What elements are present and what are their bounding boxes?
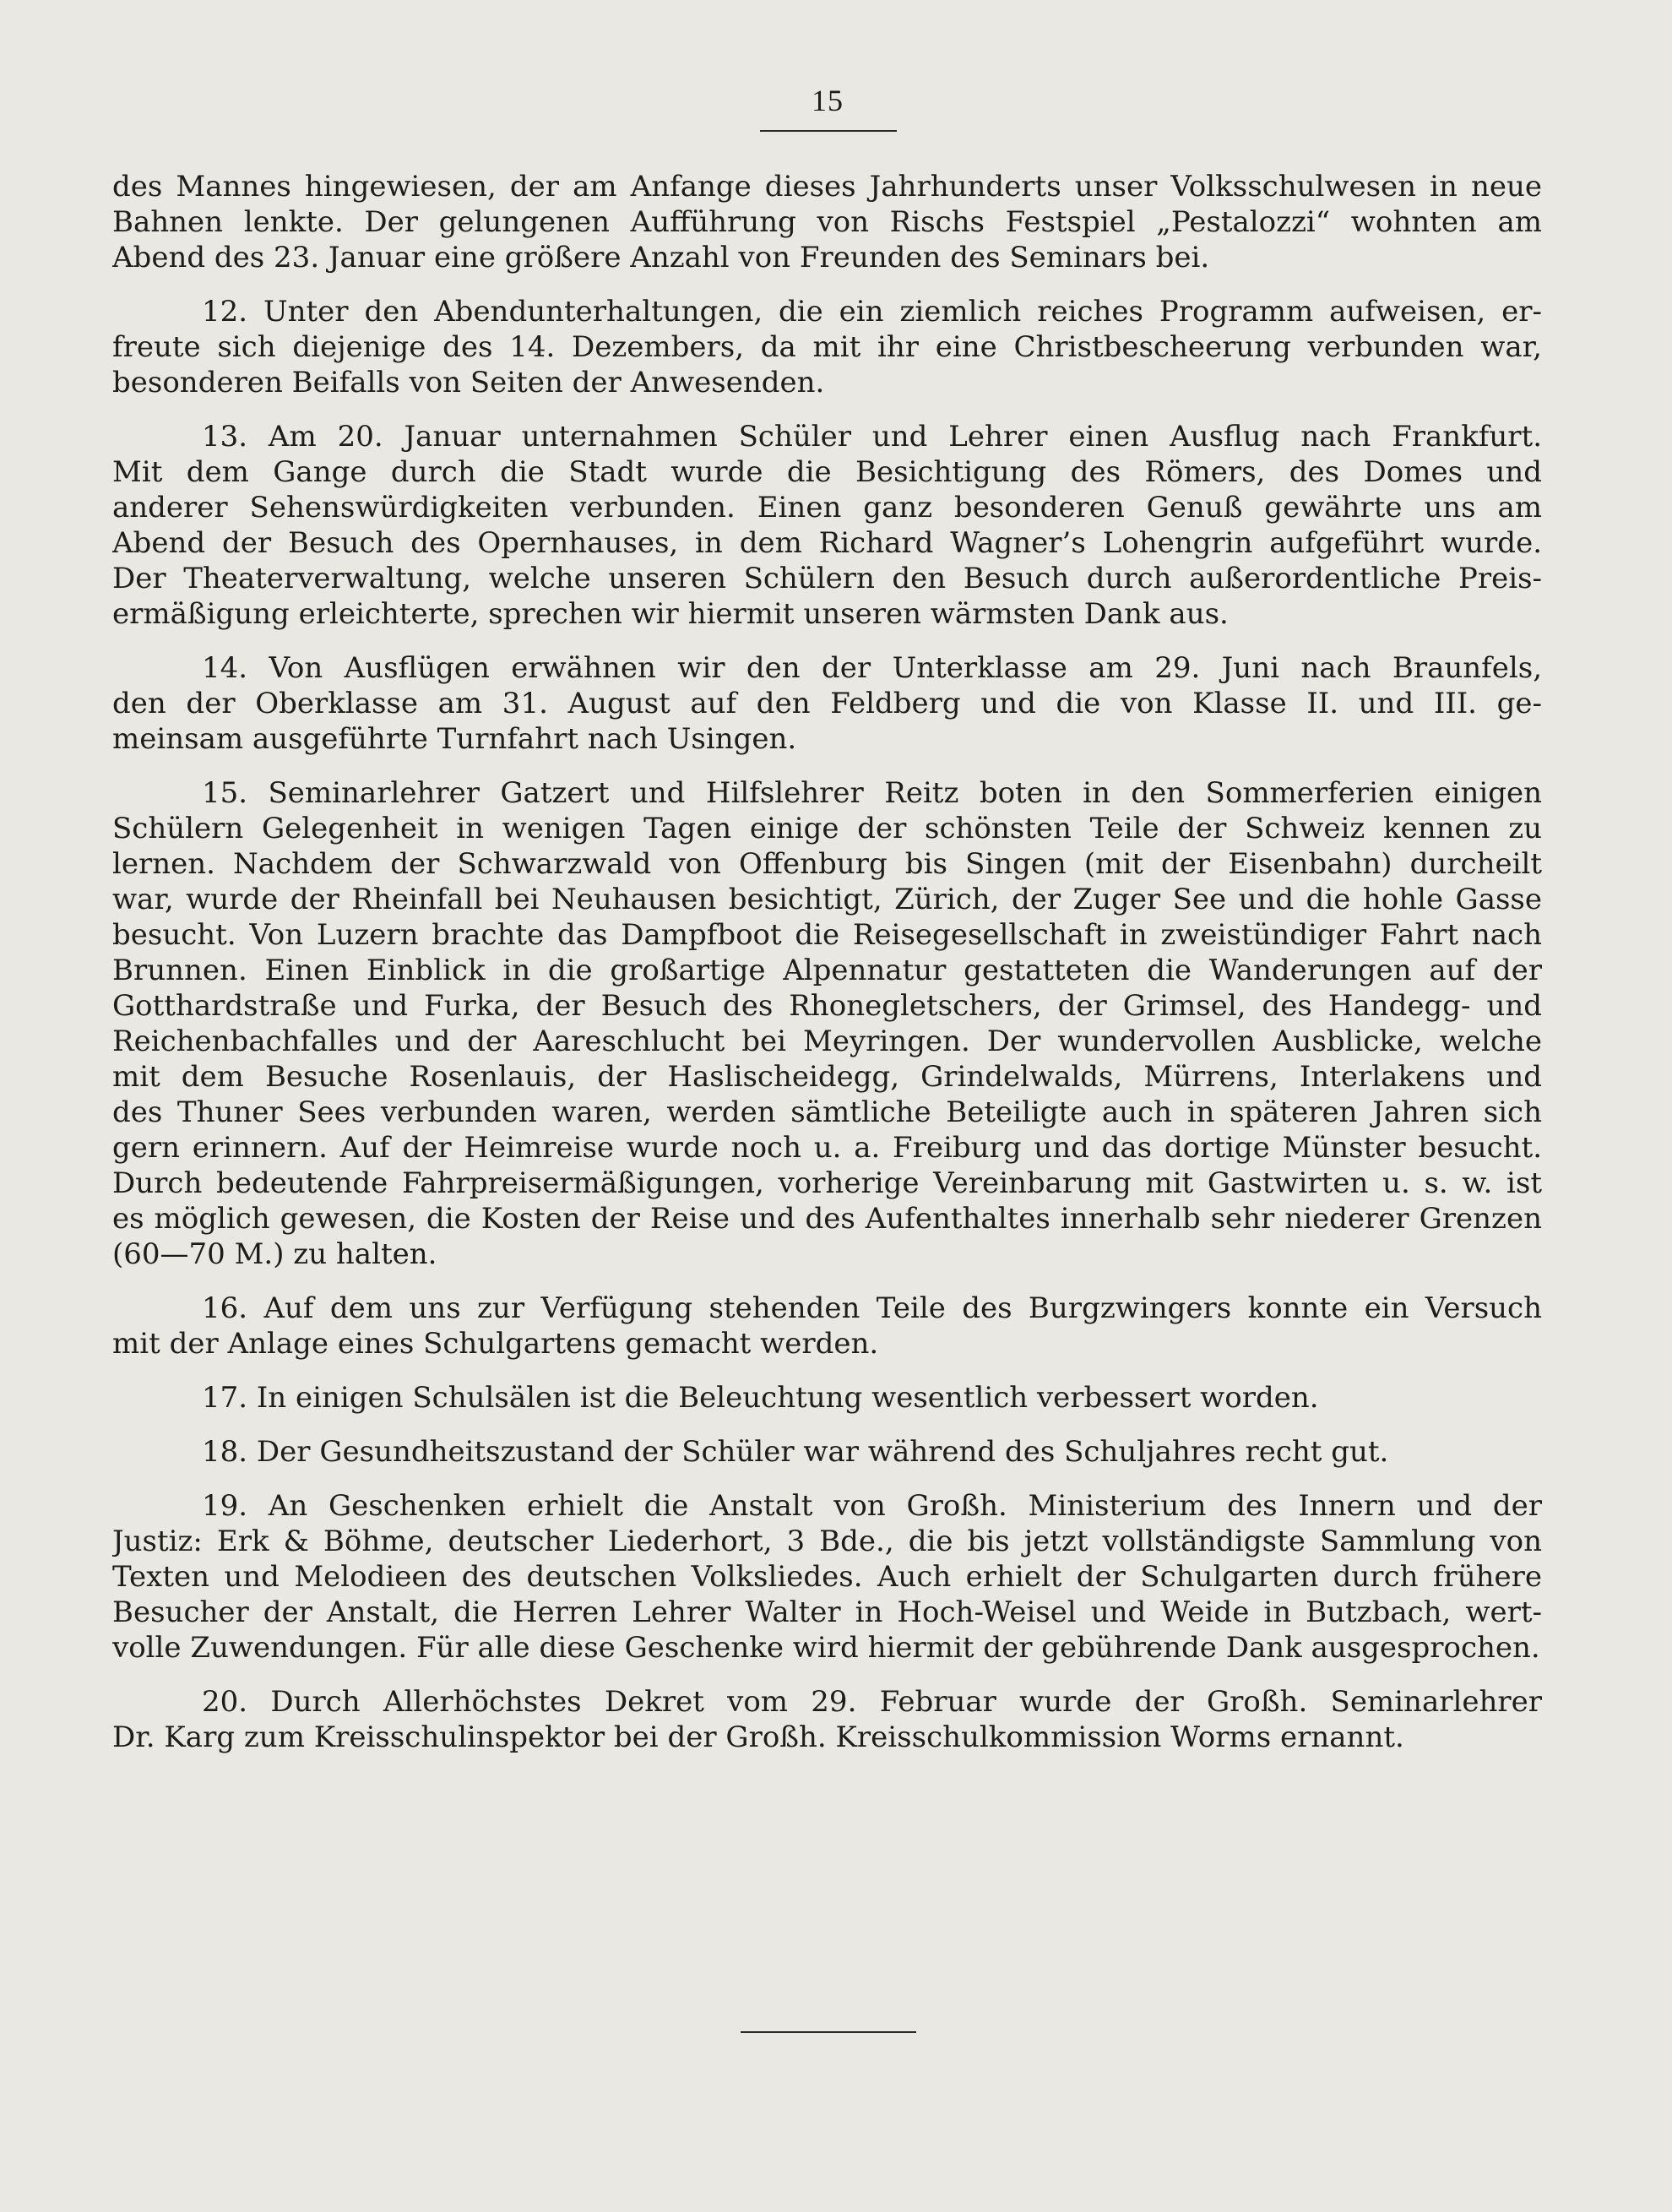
- paragraph: [112, 650, 1542, 757]
- page-number-rule: [760, 130, 897, 132]
- text-line: Justiz: Erk & Böhme, deutscher Liederhort, 3 Bde., die bis jetzt vollständigste Sammlung von: [112, 1524, 1542, 1558]
- text-line: des Thuner Sees verbunden waren, werden sämtliche Beteiligte auch in späteren Jahren sich: [112, 1095, 1542, 1129]
- text-line: Dr. Karg zum Kreisschulinspektor bei der Großh. Kreisschulkommission Worms ernannt.: [112, 1720, 1404, 1754]
- text-line: Abend des 23. Januar eine größere Anzahl von Freunden des Seminars bei.: [112, 241, 1210, 274]
- paragraph: [112, 1291, 1542, 1361]
- paragraph: [112, 419, 1542, 632]
- text-line: Der Theaterverwaltung, welche unseren Schülern den Besuch durch außerordentliche Preis-: [112, 562, 1542, 595]
- page-number: 15: [812, 84, 844, 117]
- text-line: 19. An Geschenken erhielt die Anstalt von Großh. Ministerium des Innern und der: [202, 1489, 1542, 1523]
- paragraph: [112, 1380, 1542, 1416]
- text-line: anderer Sehenswürdigkeiten verbunden. Einen ganz besonderen Genuß gewährte uns am: [112, 491, 1542, 524]
- text-line: Abend der Besuch des Opernhauses, in dem Richard Wagner’s Lohengrin aufgeführt wurde.: [112, 526, 1542, 560]
- text-line: Gotthardstraße und Furka, der Besuch des Rhonegletschers, der Grimsel, des Handegg- und: [112, 989, 1542, 1023]
- text-line: es möglich gewesen, die Kosten der Reise und des Aufenthaltes innerhalb sehr niederer Grenzen: [112, 1202, 1542, 1236]
- text-line: Durch bedeutende Fahrpreisermäßigungen, vorherige Vereinbarung mit Gastwirten u. s. w. ist: [112, 1166, 1542, 1200]
- text-line: (60—70 M.) zu halten.: [112, 1237, 437, 1271]
- text-line: lernen. Nachdem der Schwarzwald von Offenburg bis Singen (mit der Eisenbahn) durcheilt: [112, 847, 1542, 881]
- text-line: besonderen Beifalls von Seiten der Anwesenden.: [112, 366, 825, 399]
- text-line: 20. Durch Allerhöchstes Dekret vom 29. Februar wurde der Großh. Seminarlehrer: [202, 1685, 1542, 1719]
- text-line: Texten und Melodieen des deutschen Volksliedes. Auch erhielt der Schulgarten durch frühere: [112, 1560, 1542, 1594]
- text-line: 16. Auf dem uns zur Verfügung stehenden Teile des Burgzwingers konnte ein Versuch: [202, 1291, 1542, 1325]
- text-line: freute sich diejenige des 14. Dezembers, da mit ihr eine Christbescheerung verbunden war,: [112, 330, 1542, 364]
- text-line: Besucher der Anstalt, die Herren Lehrer Walter in Hoch-Weisel und Weide in Butzbach, wert-: [112, 1595, 1542, 1629]
- text-line: 14. Von Ausflügen erwähnen wir den der Unterklasse am 29. Juni nach Braunfels,: [202, 651, 1542, 685]
- text-line: Mit dem Gange durch die Stadt wurde die Besichtigung des Römers, des Domes und: [112, 455, 1542, 489]
- text-line: Bahnen lenkte. Der gelungenen Aufführung von Rischs Festspiel „Pestalozzi“ wohnten am: [112, 205, 1542, 239]
- text-line: gern erinnern. Auf der Heimreise wurde noch u. a. Freiburg und das dortige Münster besucht.: [112, 1131, 1542, 1165]
- text-line: Schülern Gelegenheit in wenigen Tagen einige der schönsten Teile der Schweiz kennen zu: [112, 812, 1542, 845]
- text-line: den der Oberklasse am 31. August auf den Feldberg und die von Klasse II. und III. ge-: [112, 687, 1542, 720]
- text-line: 17. In einigen Schulsälen ist die Beleuchtung wesentlich verbessert worden.: [202, 1381, 1319, 1415]
- text-line: ermäßigung erleichterte, sprechen wir hiermit unseren wärmsten Dank aus.: [112, 597, 1229, 631]
- paragraph: [112, 775, 1542, 1272]
- end-rule: [741, 2031, 916, 2033]
- text-line: volle Zuwendungen. Für alle diese Geschenke wird hiermit der gebührende Dank ausgesprochen.: [112, 1631, 1540, 1665]
- text-line: mit dem Besuche Rosenlauis, der Haslischeidegg, Grindelwalds, Mürrens, Interlakens und: [112, 1060, 1542, 1094]
- text-line: meinsam ausgeführte Turnfahrt nach Usingen.: [112, 722, 797, 756]
- text-line: mit der Anlage eines Schulgartens gemacht werden.: [112, 1327, 879, 1361]
- text-line: 13. Am 20. Januar unternahmen Schüler und Lehrer einen Ausflug nach Frankfurt.: [202, 420, 1542, 454]
- paragraph: [112, 1488, 1542, 1666]
- paragraph: [112, 294, 1542, 400]
- paragraph: [112, 169, 1542, 275]
- text-line: 18. Der Gesundheitszustand der Schüler war während des Schuljahres recht gut.: [202, 1435, 1389, 1469]
- paragraph: [112, 1434, 1542, 1470]
- text-line: 15. Seminarlehrer Gatzert und Hilfslehrer Reitz boten in den Sommerferien einigen: [202, 776, 1542, 810]
- text-line: des Mannes hingewiesen, der am Anfange dieses Jahrhunderts unser Volksschulwesen in neue: [112, 170, 1542, 204]
- text-line: besucht. Von Luzern brachte das Dampfboot die Reisegesellschaft in zweistündiger Fahrt nach: [112, 918, 1542, 952]
- text-line: 12. Unter den Abendunterhaltungen, die ein ziemlich reiches Programm aufweisen, er-: [202, 295, 1542, 329]
- text-line: war, wurde der Rheinfall bei Neuhausen besichtigt, Zürich, der Zuger See und die hohle Gasse: [112, 883, 1542, 916]
- text-line: Reichenbachfalles und der Aareschlucht bei Meyringen. Der wundervollen Ausblicke, welche: [112, 1024, 1542, 1058]
- text-block: [112, 169, 1542, 1774]
- paragraph: [112, 1684, 1542, 1755]
- text-line: Brunnen. Einen Einblick in die großartige Alpennatur gestatteten die Wanderungen auf der: [112, 954, 1542, 987]
